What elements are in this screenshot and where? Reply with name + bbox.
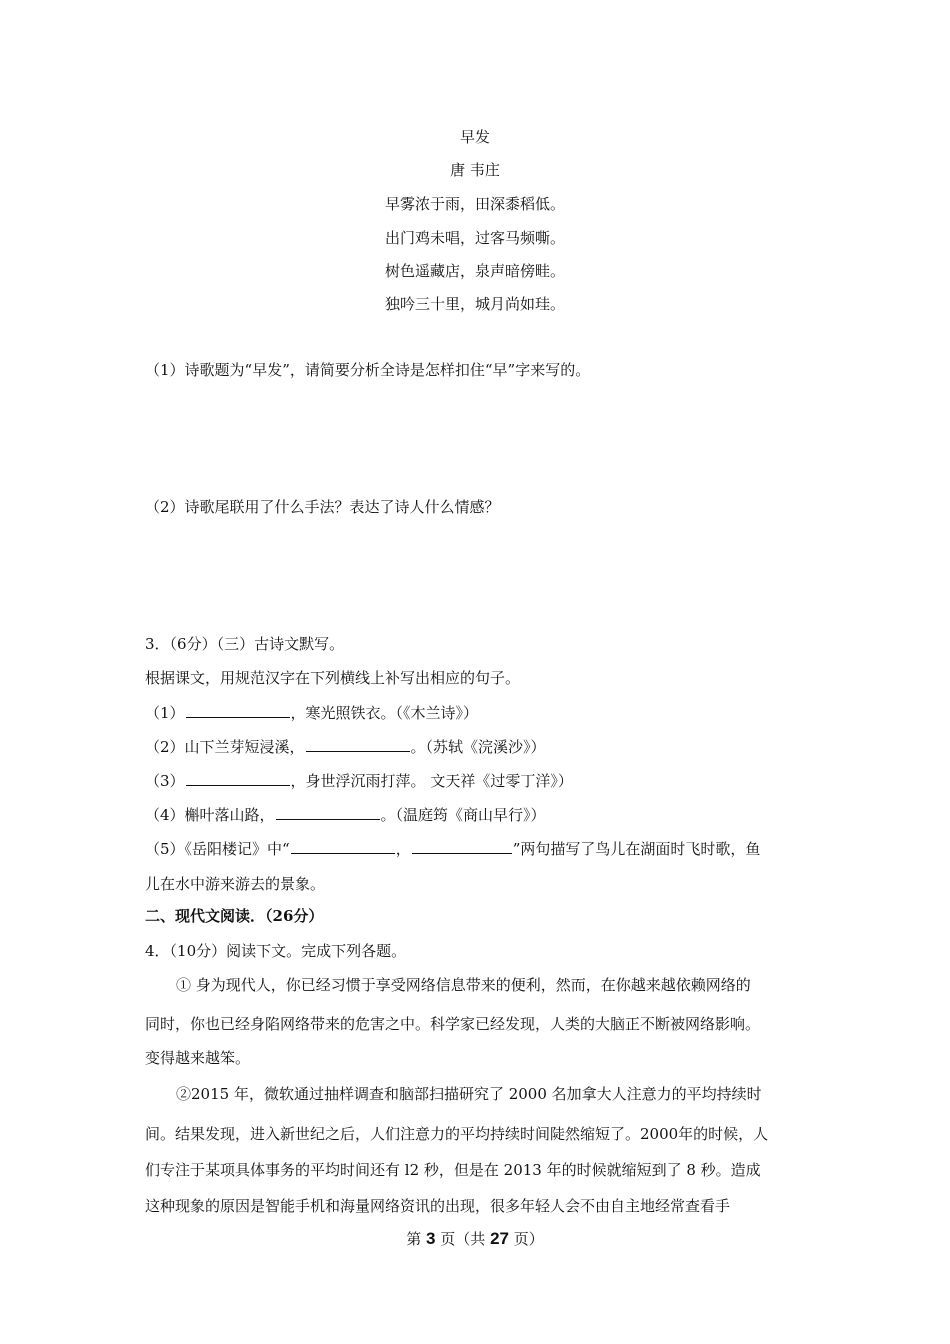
answer-blank[interactable] (186, 701, 290, 718)
fill-item-3 (145, 769, 573, 791)
answer-blank[interactable] (306, 735, 410, 752)
paragraph-2-line: ②2015 年，微软通过抽样调查和脑部扫描研究了 2000 名加拿大人注意力的平均持续时 (176, 1085, 762, 1103)
fill-item-5-continuation: 儿在水中游来游去的景象。 (145, 875, 326, 893)
paragraph-2-line: 们专注于某项具体事务的平均时间还有 l2 秒，但是在 2013 年的时候就缩短到了 8 秒。造成 (145, 1161, 761, 1179)
fill-item-2 (145, 735, 546, 757)
paragraph-1-line: 变得越来越笨。 (145, 1049, 251, 1067)
fill-suffix: ，身世浮沉雨打萍。 文天祥《过零丁洋》） (290, 772, 573, 790)
poem-title: 早发 (459, 128, 490, 146)
section-two-heading: 二、现代文阅读．（26分） (145, 907, 324, 925)
fill-suffix: 。（温庭筠《商山早行》） (380, 806, 546, 824)
fill-prefix: （4）槲叶落山路， (145, 806, 275, 824)
footer-page-number: 3 (426, 1229, 436, 1248)
fill-item-5 (145, 837, 760, 859)
poem-author: 唐 韦庄 (450, 161, 500, 179)
section3-instruction: 根据课文，用规范汉字在下列横线上补写出相应的句子。 (145, 669, 521, 687)
paragraph-1-line: 同时，你也已经身陷网络带来的危害之中。科学家已经发现，人类的大脑正不断被网络影响。 (145, 1015, 761, 1033)
answer-blank[interactable] (291, 837, 395, 854)
poem-line: 独吟三十里，城月尚如珪。 (384, 295, 565, 313)
question-2: （2）诗歌尾联用了什么手法？表达了诗人什么情感？ (145, 498, 500, 516)
fill-prefix: （3） (145, 772, 185, 790)
poem-line: 出门鸡未唱，过客马频嘶。 (384, 229, 565, 247)
fill-middle: ， (395, 840, 411, 858)
answer-blank[interactable] (276, 803, 380, 820)
poem-line: 树色遥藏店，泉声暗傍畦。 (384, 262, 565, 280)
answer-blank[interactable] (412, 837, 512, 854)
footer-middle: 页（共 (440, 1230, 486, 1248)
fill-item-4 (145, 803, 546, 825)
fill-prefix: （5）《岳阳楼记》中“ (145, 840, 290, 858)
footer-total-pages: 27 (490, 1229, 509, 1248)
footer-prefix: 第 (406, 1230, 422, 1248)
poem-line: 早雾浓于雨，田深黍稻低。 (384, 195, 565, 213)
section3-heading: 3．（6分）（三）古诗文默写。 (145, 635, 345, 653)
fill-suffix: ，寒光照铁衣。（《木兰诗》） (290, 704, 479, 722)
question-4: 4．（10分）阅读下文。完成下列各题。 (145, 942, 407, 960)
fill-suffix: ”两句描写了鸟儿在湖面时飞时歌，鱼 (512, 840, 761, 858)
paragraph-1-line: ① 身为现代人，你已经习惯于享受网络信息带来的便利，然而，在你越来越依赖网络的 (176, 976, 751, 994)
fill-item-1 (145, 701, 478, 723)
paragraph-2-line: 间。结果发现，进入新世纪之后，人们注意力的平均持续时间陡然缩短了。2000年的时候，人 (145, 1125, 769, 1143)
question-1: （1）诗歌题为“早发”，请简要分析全诗是怎样扣住“早”字来写的。 (145, 361, 591, 379)
fill-suffix: 。（苏轼《浣溪沙》） (410, 738, 546, 756)
page-footer (0, 1229, 950, 1249)
fill-prefix: （2）山下兰芽短浸溪， (145, 738, 305, 756)
answer-blank[interactable] (186, 769, 290, 786)
footer-suffix: 页） (513, 1230, 544, 1248)
fill-prefix: （1） (145, 704, 185, 722)
paragraph-2-line: 这种现象的原因是智能手机和海量网络资讯的出现，很多年轻人会不由自主地经常查看手 (145, 1197, 731, 1215)
